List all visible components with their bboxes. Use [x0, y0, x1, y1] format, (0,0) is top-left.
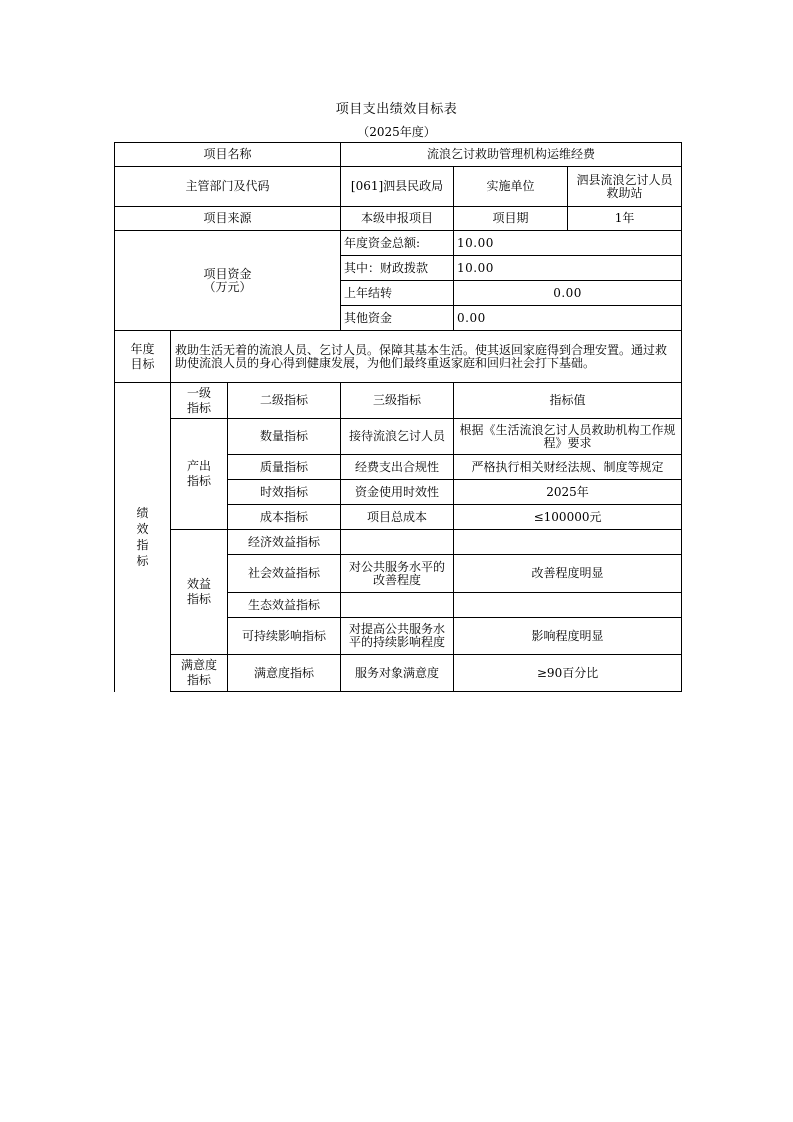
- table-row: [115, 530, 682, 555]
- benefit-level2-social: 社会效益指标: [228, 555, 341, 593]
- benefit-level3-social: 对公共服务水平的改善程度: [341, 555, 454, 593]
- benefit-value-ecological: [454, 593, 682, 618]
- output-level3-quality: 经费支出合规性: [341, 455, 454, 480]
- output-level2-quantity: 数量指标: [228, 419, 341, 455]
- source-value: 本级申报项目: [341, 207, 454, 231]
- annual-goal-text: 救助生活无着的流浪人员、乞讨人员。保障其基本生活。使其返回家庭得到合理安置。通过救助使流浪人员的身心得到健康发展，为他们最终重返家庭和回归社会打下基础。: [171, 331, 682, 383]
- benefit-level2-ecological: 生态效益指标: [228, 593, 341, 618]
- output-value-quantity: 根据《生活流浪乞讨人员救助机构工作规程》要求: [454, 419, 682, 455]
- benefit-level2-sustainable: 可持续影响指标: [228, 618, 341, 655]
- funds-other-label: 其他资金: [341, 306, 454, 331]
- output-value-quality: 严格执行相关财经法规、制度等规定: [454, 455, 682, 480]
- benefit-level3-sustainable: 对提高公共服务水平的持续影响程度: [341, 618, 454, 655]
- funds-total-label: 年度资金总额:: [341, 231, 454, 256]
- satisfaction-level2: 满意度指标: [228, 655, 341, 692]
- row-funds-total: [115, 231, 682, 256]
- annual-goal-label: 年度目标: [115, 331, 171, 383]
- funds-total-value: 10.00: [454, 231, 682, 256]
- funds-fiscal-value: 10.00: [454, 256, 682, 281]
- output-value-cost: ≤100000元: [454, 505, 682, 530]
- funds-label: [115, 231, 341, 331]
- row-project-name: [115, 143, 682, 167]
- satisfaction-level3: 服务对象满意度: [341, 655, 454, 692]
- col-value-header: 指标值: [454, 383, 682, 419]
- funds-label-line2: （万元）: [203, 279, 252, 294]
- col-level2-header: 二级指标: [228, 383, 341, 419]
- benefit-level3-economic: [341, 530, 454, 555]
- implementing-unit-label: 实施单位: [454, 167, 568, 207]
- satisfaction-indicators-label: 满意度指标: [171, 655, 228, 692]
- row-indicator-header: [115, 383, 682, 419]
- output-value-timeliness: 2025年: [454, 480, 682, 505]
- funds-fiscal-label: 其中：财政拨款: [341, 256, 454, 281]
- output-indicators-label: 产出指标: [171, 419, 228, 530]
- page-subtitle: （2025年度）: [357, 125, 436, 139]
- department-value: [061]泗县民政局: [341, 167, 454, 207]
- output-level3-cost: 项目总成本: [341, 505, 454, 530]
- table-row: [115, 419, 682, 455]
- period-value: 1年: [568, 207, 682, 231]
- funds-carryover-label: 上年结转: [341, 281, 454, 306]
- col-level3-header: 三级指标: [341, 383, 454, 419]
- output-level2-quality: 质量指标: [228, 455, 341, 480]
- benefit-level3-ecological: [341, 593, 454, 618]
- row-annual-goal: [115, 331, 682, 383]
- benefit-value-economic: [454, 530, 682, 555]
- output-level3-timeliness: 资金使用时效性: [341, 480, 454, 505]
- output-level2-cost: 成本指标: [228, 505, 341, 530]
- row-department: [115, 167, 682, 207]
- project-name-value: 流浪乞讨救助管理机构运维经费: [341, 143, 682, 167]
- output-level3-quantity: 接待流浪乞讨人员: [341, 419, 454, 455]
- satisfaction-value: ≥90百分比: [454, 655, 682, 692]
- funds-other-value: 0.00: [454, 306, 682, 331]
- period-label: 项目期: [454, 207, 568, 231]
- source-label: 项目来源: [115, 207, 341, 231]
- benefit-indicators-label: 效益指标: [171, 530, 228, 655]
- benefit-value-social: 改善程度明显: [454, 555, 682, 593]
- output-level2-timeliness: 时效指标: [228, 480, 341, 505]
- page-title: 项目支出绩效目标表: [335, 102, 458, 117]
- department-label: 主管部门及代码: [115, 167, 341, 207]
- row-source: [115, 207, 682, 231]
- col-level1-header: 一级指标: [171, 383, 228, 419]
- benefit-level2-economic: 经济效益指标: [228, 530, 341, 555]
- implementing-unit-value: 泗县流浪乞讨人员救助站: [568, 167, 682, 207]
- performance-goal-table: [114, 142, 682, 692]
- indicators-section-label: 绩效指标: [115, 383, 171, 692]
- benefit-value-sustainable: 影响程度明显: [454, 618, 682, 655]
- project-name-label: 项目名称: [115, 143, 341, 167]
- funds-label-line1: 项目资金: [203, 266, 252, 281]
- funds-carryover-value: 0.00: [454, 281, 682, 306]
- table-row: [115, 655, 682, 692]
